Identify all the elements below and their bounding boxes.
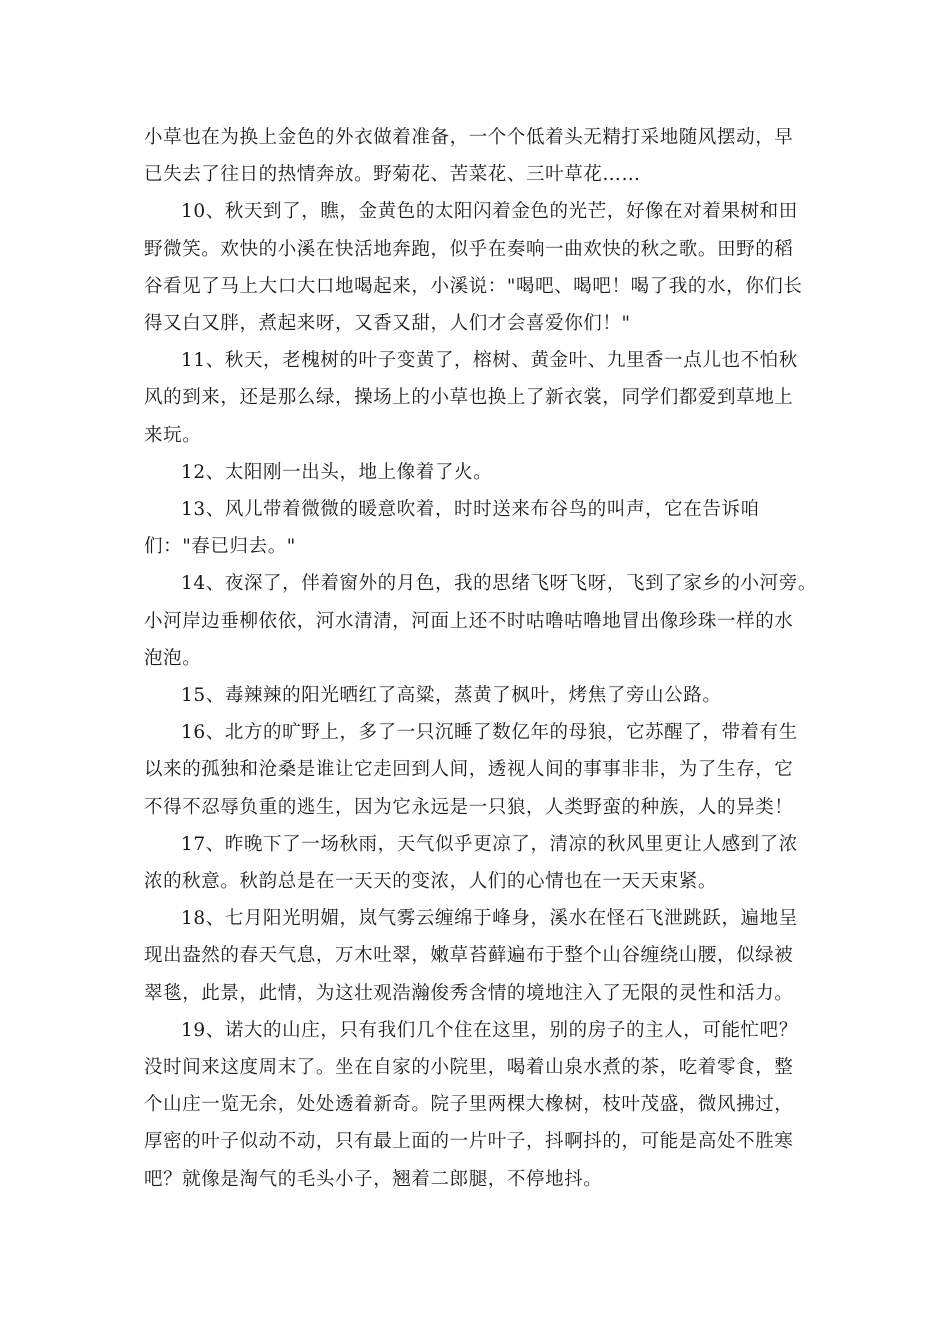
text-line: 风的到来，还是那么绿，操场上的小草也换上了新衣裳，同学们都爱到草地上 xyxy=(144,387,794,409)
document-body xyxy=(144,119,817,1198)
text-line: 12、太阳刚一出头，地上像着了火。 xyxy=(181,461,493,483)
text-line: 已失去了往日的热情奔放。野菊花、苦菜花、三叶草花…… xyxy=(144,164,641,186)
text-line: 18、七月阳光明媚，岚气雾云缠绵于峰身，溪水在怪石飞泄跳跃，遍地呈 xyxy=(181,908,798,930)
text-line: 小草也在为换上金色的外衣做着准备，一个个低着头无精打采地随风摆动，早 xyxy=(144,127,794,148)
text-line: 17、昨晚下了一场秋雨，天气似乎更凉了，清凉的秋风里更让人感到了浓 xyxy=(181,833,798,855)
text-line: 11、秋天，老槐树的叶子变黄了，榕树、黄金叶、九里香一点儿也不怕秋 xyxy=(181,350,798,372)
text-line: 个山庄一览无余，处处透着新奇。院子里两棵大橡树，枝叶茂盛，微风拂过， xyxy=(144,1094,794,1116)
paragraph-16 xyxy=(144,714,808,826)
paragraph-10 xyxy=(144,193,808,342)
paragraph-18 xyxy=(144,900,808,1012)
text-line: 15、毒辣辣的阳光晒红了高粱，蒸黄了枫叶，烤焦了旁山公路。 xyxy=(181,685,722,707)
text-line: 翠毯，此景，此情，为这壮观浩瀚俊秀含情的境地注入了无限的灵性和活力。 xyxy=(144,982,794,1004)
text-line: 小河岸边垂柳依依，河水清清，河面上还不时咕噜咕噜地冒出像珍珠一样的水 xyxy=(144,610,794,632)
text-line: 来玩。 xyxy=(144,424,202,446)
paragraph-13 xyxy=(144,491,808,565)
text-line: 得又白又胖，煮起来呀，又香又甜，人们才会喜爱你们！" xyxy=(144,313,631,335)
text-line: 以来的孤独和沧桑是谁让它走回到人间，透视人间的事事非非，为了生存，它 xyxy=(144,759,794,781)
text-line: 19、诺大的山庄，只有我们几个住在这里，别的房子的主人，可能忙吧？ xyxy=(181,1019,798,1041)
text-line: 野微笑。欢快的小溪在快活地奔跑，似乎在奏响一曲欢快的秋之歌。田野的稻 xyxy=(144,238,794,260)
text-line: 不得不忍辱负重的逃生，因为它永远是一只狼，人类野蛮的种族，人的异类！ xyxy=(144,796,794,818)
paragraph-11 xyxy=(144,342,808,454)
text-line: 吧？就像是淘气的毛头小子，翘着二郎腿，不停地抖。 xyxy=(144,1168,603,1190)
text-line: 现出盎然的春天气息，万木吐翠，嫩草苔藓遍布于整个山谷缠绕山腰，似绿被 xyxy=(144,945,794,967)
paragraph-15 xyxy=(144,677,808,714)
paragraph-9-continuation xyxy=(144,119,808,193)
paragraph-14 xyxy=(144,565,817,677)
text-line: 谷看见了马上大口大口地喝起来，小溪说："喝吧、喝吧！喝了我的水，你们长 xyxy=(144,275,803,297)
text-line: 浓的秋意。秋韵总是在一天天的变浓，人们的心情也在一天天束紧。 xyxy=(144,871,718,893)
paragraph-19 xyxy=(144,1012,808,1198)
text-line: 泡泡。 xyxy=(144,647,202,669)
text-line: 没时间来这度周末了。坐在自家的小院里，喝着山泉水煮的茶，吃着零食，整 xyxy=(144,1057,794,1079)
text-line: 13、风儿带着微微的暖意吹着，时时送来布谷鸟的叫声，它在告诉咱 xyxy=(181,499,760,521)
paragraph-17 xyxy=(144,826,808,900)
text-line: 们："春已归去。" xyxy=(144,536,296,558)
text-line: 16、北方的旷野上，多了一只沉睡了数亿年的母狼，它苏醒了，带着有生 xyxy=(181,722,798,744)
text-line: 10、秋天到了，瞧，金黄色的太阳闪着金色的光芒，好像在对着果树和田 xyxy=(181,201,798,223)
paragraph-12 xyxy=(144,454,808,491)
text-line: 14、夜深了，伴着窗外的月色，我的思绪飞呀飞呀，飞到了家乡的小河旁。 xyxy=(181,573,817,595)
text-line: 厚密的叶子似动不动，只有最上面的一片叶子，抖啊抖的，可能是高处不胜寒 xyxy=(144,1131,794,1153)
